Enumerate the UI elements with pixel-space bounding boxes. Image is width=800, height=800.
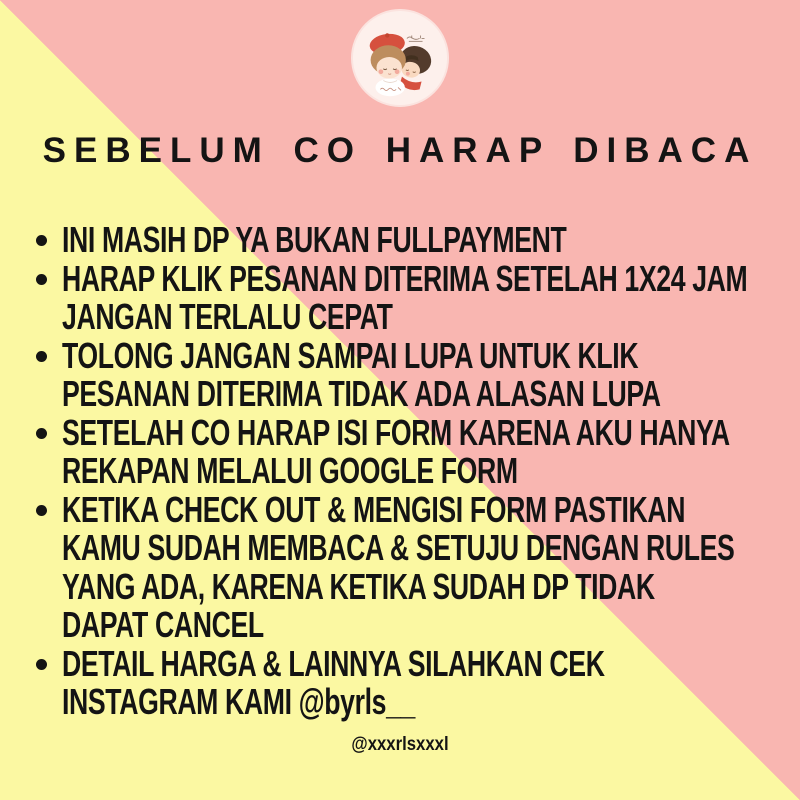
rule-line: INI MASIH DP YA BUKAN FULLPAYMENT [62, 219, 567, 260]
rule-item [36, 257, 796, 337]
rule-line: DETAIL HARGA & LAINNYA SILAHKAN CEK [62, 642, 605, 684]
rule-line: JANGAN TERLALU CEPAT [62, 296, 393, 337]
rule-line: INSTAGRAM KAMI @byrls__ [62, 681, 415, 722]
rule-line: KAMU SUDAH MEMBACA & SETUJU DENGAN RULES [62, 527, 735, 568]
bullet-icon [36, 235, 47, 246]
rule-line: HARAP KLIK PESANAN DITERIMA SETELAH 1X24 JAM [62, 257, 748, 299]
watermark-handle: @xxxrlsxxxl [351, 734, 449, 755]
shop-avatar [351, 9, 449, 107]
rule-line: SETELAH CO HARAP ISI FORM KARENA AKU HANYA [62, 411, 730, 453]
rule-item [36, 411, 796, 491]
page-title: SEBELUM CO HARAP DIBACA [42, 131, 758, 170]
rule-text [62, 488, 796, 645]
rule-line: KETIKA CHECK OUT & MENGISI FORM PASTIKAN [62, 488, 686, 530]
rule-text [62, 411, 796, 491]
bullet-icon [36, 505, 47, 516]
bullet-icon [36, 659, 47, 670]
rule-line: YANG ADA, KARENA KETIKA SUDAH DP TIDAK [62, 565, 655, 607]
rule-item [36, 221, 796, 260]
bullet-icon [36, 274, 47, 285]
chibi-couple-avatar-icon [351, 9, 449, 107]
bullet-icon [36, 428, 47, 439]
rule-item [36, 642, 796, 722]
rules-list [36, 221, 796, 722]
rule-line: TOLONG JANGAN SAMPAI LUPA UNTUK KLIK [62, 334, 639, 376]
rule-line: PESANAN DITERIMA TIDAK ADA ALASAN LUPA [62, 373, 661, 414]
bullet-icon [36, 351, 47, 362]
rule-text [62, 221, 796, 260]
rule-line: REKAPAN MELALUI GOOGLE FORM [62, 450, 518, 491]
rule-text [62, 334, 796, 414]
rule-item [36, 488, 796, 645]
rule-line: DAPAT CANCEL [62, 604, 264, 645]
rule-item [36, 334, 796, 414]
rule-text [62, 642, 796, 722]
rule-text [62, 257, 796, 337]
